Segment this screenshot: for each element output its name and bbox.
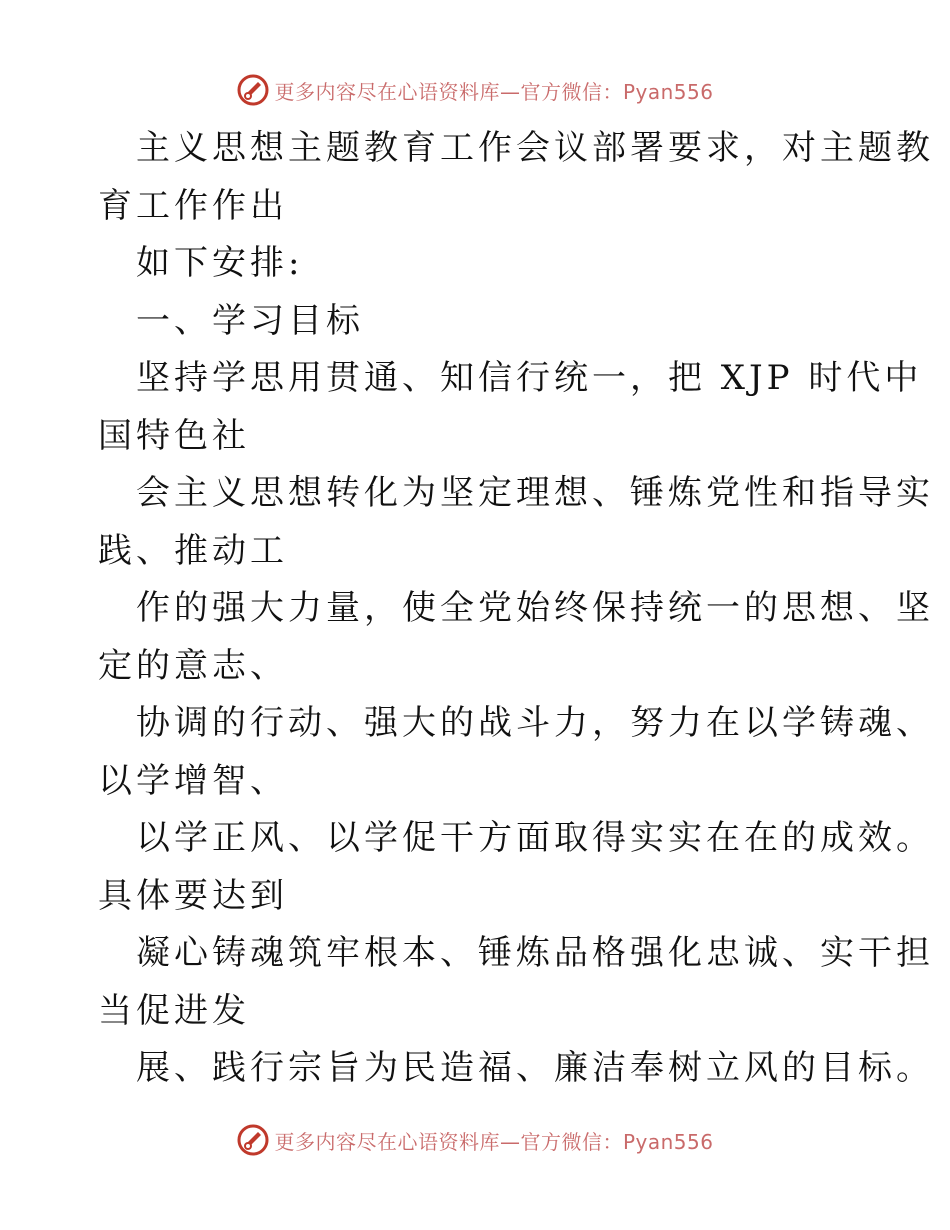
text-line: 定的意志、: [98, 645, 288, 686]
text-line: 以学增智、: [98, 760, 288, 801]
text-line: 当促进发: [98, 990, 250, 1031]
watermark-text: 更多内容尽在心语资料库—官方微信：Pyan556: [274, 1129, 714, 1154]
text-line: 践、推动工: [98, 530, 288, 571]
text-line: 作的强大力量，使全党始终保持统一的思想、坚: [136, 588, 934, 628]
header-watermark: [0, 70, 950, 110]
text-line: 育工作作出: [98, 185, 288, 226]
logo-icon: [236, 73, 270, 107]
text-line: 会主义思想转化为坚定理想、锤炼党性和指导实: [136, 473, 934, 513]
text-line: 展、践行宗旨为民造福、廉洁奉树立风的目标。: [136, 1048, 934, 1088]
text-line: 协调的行动、强大的战斗力，努力在以学铸魂、: [136, 703, 934, 743]
text-line: 国特色社: [98, 415, 250, 456]
footer-watermark: [0, 1120, 950, 1160]
section-heading: 一、学习目标: [136, 300, 364, 341]
text-line: 如下安排:: [136, 243, 304, 283]
text-line: 具体要达到: [98, 875, 288, 916]
logo-icon: [236, 1123, 270, 1157]
text-line: 凝心铸魂筑牢根本、锤炼品格强化忠诚、实干担: [136, 933, 934, 973]
text-line: 以学正风、以学促干方面取得实实在在的成效。: [136, 818, 934, 858]
watermark-text: 更多内容尽在心语资料库—官方微信：Pyan556: [274, 79, 714, 104]
text-line: 坚持学思用贯通、知信行统一，把 XJP 时代中: [136, 358, 923, 398]
text-line: 主义思想主题教育工作会议部署要求，对主题教: [136, 128, 934, 168]
document-body: [98, 120, 934, 1098]
